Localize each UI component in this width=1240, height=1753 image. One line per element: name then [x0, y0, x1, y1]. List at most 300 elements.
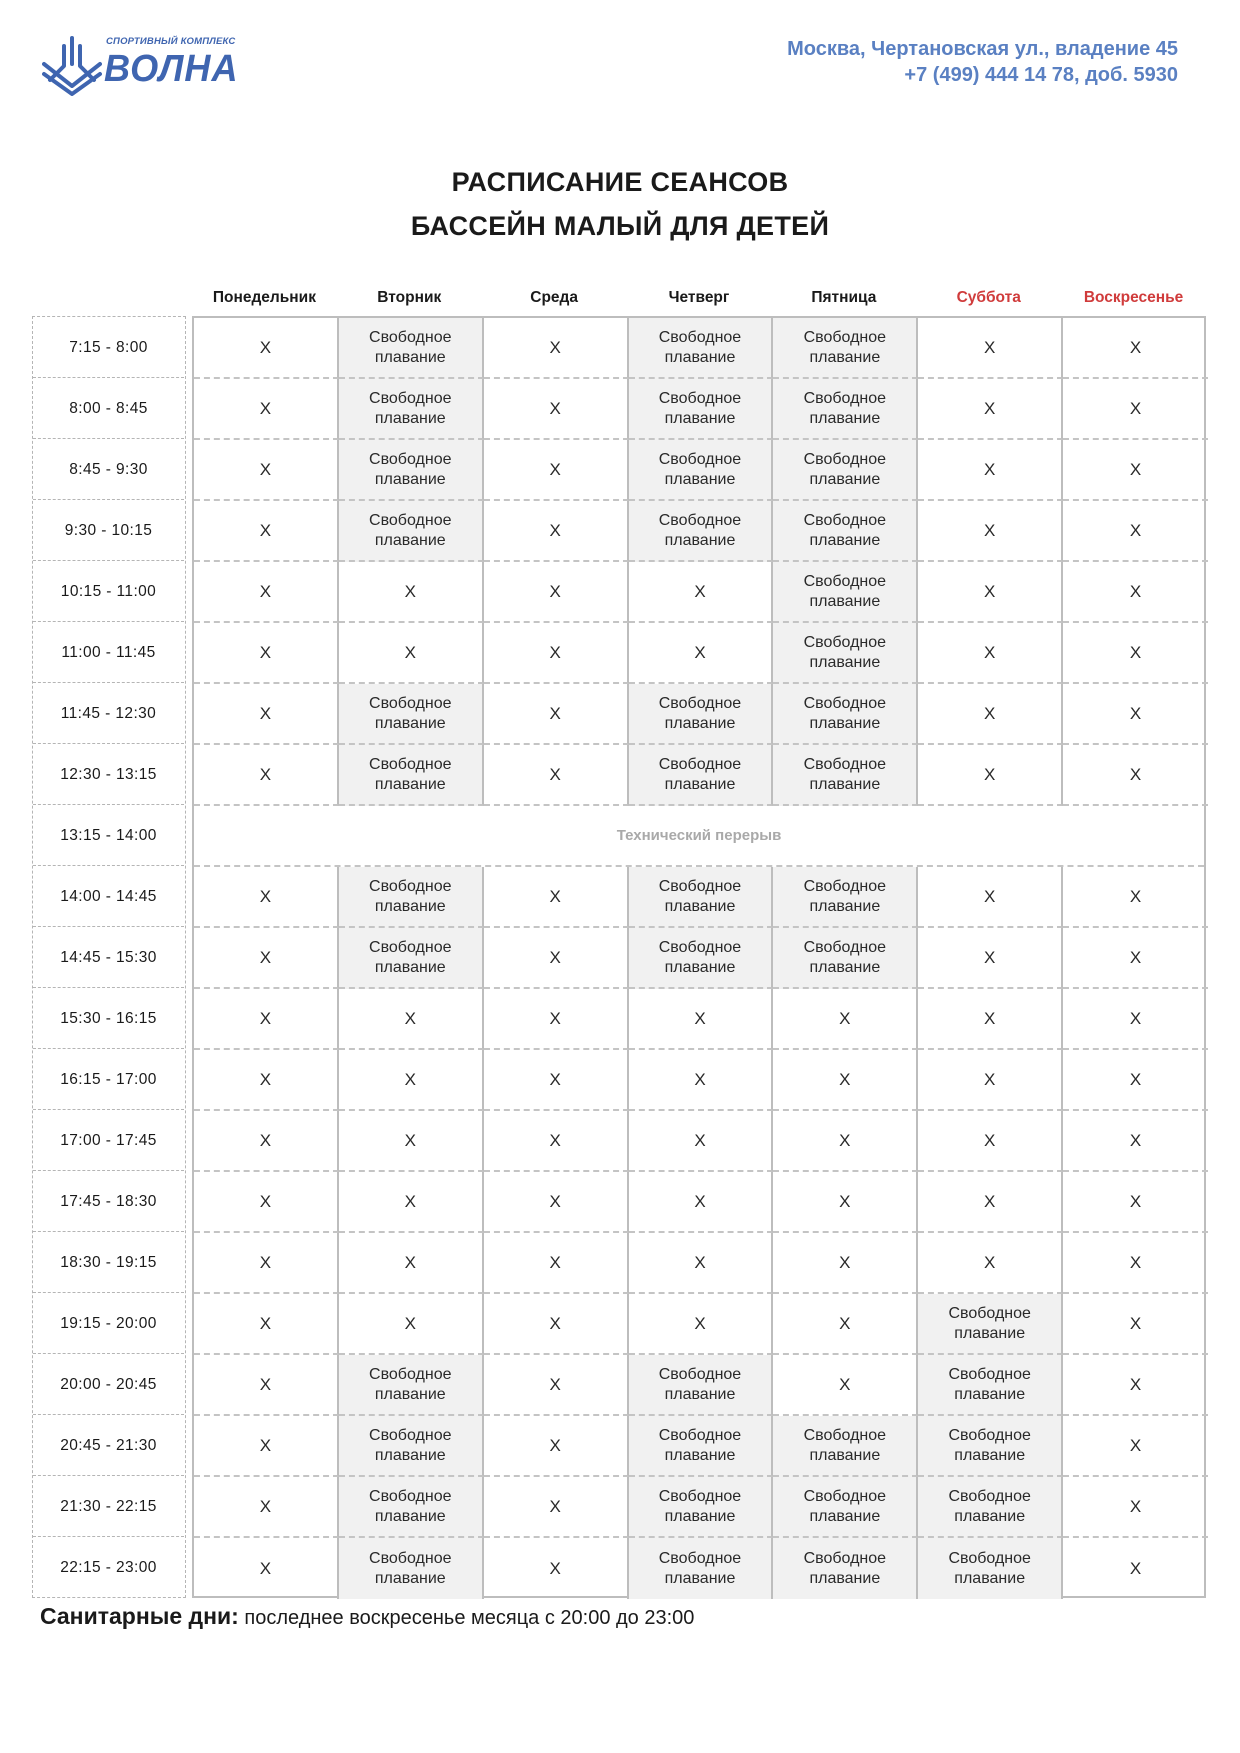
day-header: Четверг — [668, 289, 730, 306]
free-swim-label — [948, 1549, 1030, 1589]
free-swim-label — [948, 1426, 1030, 1466]
free-swim-cell — [773, 867, 918, 928]
free-swim-label — [369, 1365, 451, 1405]
contacts — [787, 36, 1178, 88]
free-swim-label — [804, 572, 886, 612]
free-swim-label — [804, 389, 886, 429]
free-swim-cell — [773, 501, 918, 562]
unavailable-cell: X — [194, 318, 339, 379]
free-swim-line-1: Свободное — [369, 389, 452, 407]
free-swim-line-2: плавание — [374, 897, 446, 915]
free-swim-line-1: Свободное — [803, 1426, 887, 1444]
unavailable-cell: X — [194, 1172, 339, 1233]
free-swim-line-1: Свободное — [803, 877, 887, 895]
unavailable-cell: X — [484, 1538, 629, 1599]
unavailable-cell: X — [194, 1538, 339, 1599]
free-swim-cell — [629, 1416, 774, 1477]
unavailable-cell: X — [1063, 1355, 1208, 1416]
free-swim-line-2: плавание — [374, 348, 446, 366]
time-slot: 7:15 - 8:00 — [33, 317, 184, 378]
free-swim-line-2: плавание — [809, 775, 881, 793]
unavailable-cell: X — [773, 1294, 918, 1355]
unavailable-cell: X — [918, 928, 1063, 989]
unavailable-cell: X — [773, 1233, 918, 1294]
free-swim-line-1: Свободное — [803, 755, 887, 773]
unavailable-cell: X — [1063, 318, 1208, 379]
free-swim-cell — [773, 928, 918, 989]
free-swim-line-1: Свободное — [948, 1426, 1031, 1444]
free-swim-line-2: плавание — [954, 1385, 1026, 1403]
unavailable-cell: X — [918, 1233, 1063, 1294]
free-swim-cell — [629, 440, 774, 501]
free-swim-label — [804, 755, 886, 795]
time-slot: 20:00 - 20:45 — [33, 1354, 184, 1415]
free-swim-line-1: Свободное — [948, 1549, 1031, 1567]
unavailable-cell: X — [484, 318, 629, 379]
free-swim-line-1: Свободное — [369, 938, 452, 956]
free-swim-label — [369, 877, 451, 917]
time-slot: 13:15 - 14:00 — [33, 805, 184, 866]
free-swim-line-1: Свободное — [369, 694, 452, 712]
unavailable-cell: X — [1063, 745, 1208, 806]
free-swim-line-1: Свободное — [658, 1487, 742, 1505]
free-swim-line-2: плавание — [664, 1385, 736, 1403]
free-swim-line-2: плавание — [954, 1324, 1026, 1342]
free-swim-line-2: плавание — [374, 1385, 446, 1403]
logo-word: ВОЛНА — [104, 48, 239, 90]
title-line-2: БАССЕЙН МАЛЫЙ ДЛЯ ДЕТЕЙ — [410, 211, 830, 241]
free-swim-line-1: Свободное — [658, 1365, 742, 1383]
free-swim-cell — [339, 1416, 484, 1477]
time-slot: 9:30 - 10:15 — [33, 500, 184, 561]
unavailable-cell: X — [1063, 1111, 1208, 1172]
logo-caption: СПОРТИВНЫЙ КОМПЛЕКС — [106, 36, 236, 47]
sanitary-days-text: последнее воскресенье месяца с 20:00 до 23:00 — [244, 1607, 695, 1629]
free-swim-line-1: Свободное — [803, 938, 887, 956]
free-swim-cell — [629, 1355, 774, 1416]
unavailable-cell: X — [629, 1050, 774, 1111]
time-slot: 8:45 - 9:30 — [33, 439, 184, 500]
free-swim-line-1: Свободное — [369, 511, 452, 529]
time-slot: 21:30 - 22:15 — [33, 1476, 184, 1537]
free-swim-line-1: Свободное — [803, 511, 887, 529]
free-swim-label — [369, 1487, 451, 1527]
unavailable-cell: X — [194, 562, 339, 623]
free-swim-line-2: плавание — [664, 1446, 736, 1464]
free-swim-label — [369, 1549, 451, 1589]
free-swim-label — [369, 694, 451, 734]
title-line-1: РАСПИСАНИЕ СЕАНСОВ — [451, 167, 789, 197]
free-swim-line-1: Свободное — [803, 572, 887, 590]
unavailable-cell: X — [918, 1111, 1063, 1172]
free-swim-cell — [339, 440, 484, 501]
free-swim-line-2: плавание — [664, 897, 736, 915]
unavailable-cell: X — [629, 1294, 774, 1355]
free-swim-cell — [339, 684, 484, 745]
free-swim-line-1: Свободное — [369, 1549, 452, 1567]
unavailable-cell: X — [918, 318, 1063, 379]
unavailable-cell: X — [194, 928, 339, 989]
free-swim-line-2: плавание — [809, 1446, 881, 1464]
free-swim-cell — [629, 928, 774, 989]
unavailable-cell: X — [918, 501, 1063, 562]
free-swim-line-1: Свободное — [658, 511, 742, 529]
free-swim-line-1: Свободное — [803, 1549, 887, 1567]
sanitary-days-note — [40, 1603, 694, 1630]
unavailable-cell: X — [1063, 562, 1208, 623]
free-swim-label — [804, 328, 886, 368]
free-swim-label — [659, 877, 741, 917]
unavailable-cell: X — [339, 1233, 484, 1294]
unavailable-cell: X — [918, 867, 1063, 928]
unavailable-cell: X — [773, 1050, 918, 1111]
free-swim-line-2: плавание — [809, 348, 881, 366]
free-swim-cell — [629, 867, 774, 928]
free-swim-line-2: плавание — [374, 531, 446, 549]
unavailable-cell: X — [194, 440, 339, 501]
free-swim-line-2: плавание — [809, 409, 881, 427]
free-swim-cell — [339, 1538, 484, 1599]
unavailable-cell: X — [918, 1050, 1063, 1111]
unavailable-cell: X — [918, 1172, 1063, 1233]
free-swim-line-2: плавание — [664, 531, 736, 549]
free-swim-line-1: Свободное — [369, 877, 452, 895]
free-swim-line-2: плавание — [809, 592, 881, 610]
free-swim-line-2: плавание — [809, 470, 881, 488]
unavailable-cell: X — [484, 867, 629, 928]
free-swim-cell — [339, 318, 484, 379]
free-swim-line-1: Свободное — [369, 450, 452, 468]
free-swim-line-2: плавание — [664, 1507, 736, 1525]
time-slot: 22:15 - 23:00 — [60, 1559, 157, 1576]
free-swim-line-1: Свободное — [658, 938, 742, 956]
free-swim-line-2: плавание — [374, 714, 446, 732]
free-swim-line-2: плавание — [374, 1569, 446, 1587]
free-swim-line-1: Свободное — [803, 328, 887, 346]
free-swim-cell — [629, 1538, 774, 1599]
free-swim-label — [804, 694, 886, 734]
free-swim-line-1: Свободное — [803, 389, 887, 407]
time-slot: 14:45 - 15:30 — [33, 927, 184, 988]
free-swim-line-1: Свободное — [803, 450, 887, 468]
unavailable-cell: X — [773, 1111, 918, 1172]
phone: +7 (499) 444 14 78, доб. 5930 — [904, 64, 1178, 86]
unavailable-cell: X — [339, 989, 484, 1050]
free-swim-cell — [339, 1477, 484, 1538]
free-swim-line-2: плавание — [374, 409, 446, 427]
unavailable-cell: X — [194, 623, 339, 684]
unavailable-cell: X — [1129, 1558, 1142, 1578]
free-swim-cell — [339, 379, 484, 440]
address: Москва, Чертановская ул., владение 45 — [787, 38, 1178, 60]
free-swim-label — [804, 1549, 886, 1589]
free-swim-label — [659, 450, 741, 490]
logo — [42, 34, 239, 96]
free-swim-label — [369, 511, 451, 551]
time-slot: 16:15 - 17:00 — [33, 1049, 184, 1110]
unavailable-cell: X — [484, 623, 629, 684]
unavailable-cell: X — [1063, 623, 1208, 684]
sanitary-days-label: Санитарные дни: — [40, 1603, 239, 1629]
day-header: Воскресенье — [1083, 289, 1184, 306]
unavailable-cell: X — [484, 440, 629, 501]
unavailable-cell: X — [1063, 379, 1208, 440]
time-slot: 11:00 - 11:45 — [33, 622, 184, 683]
free-swim-label — [369, 328, 451, 368]
free-swim-cell — [629, 684, 774, 745]
free-swim-cell — [773, 623, 918, 684]
free-swim-line-2: плавание — [664, 409, 736, 427]
unavailable-cell: X — [194, 1111, 339, 1172]
free-swim-cell — [339, 745, 484, 806]
free-swim-cell — [918, 1416, 1063, 1477]
free-swim-line-2: плавание — [664, 714, 736, 732]
unavailable-cell: X — [918, 623, 1063, 684]
time-slot: 14:00 - 14:45 — [33, 866, 184, 927]
time-slot: 11:45 - 12:30 — [33, 683, 184, 744]
free-swim-line-2: плавание — [664, 348, 736, 366]
unavailable-cell: X — [1063, 1172, 1208, 1233]
unavailable-cell: X — [339, 1172, 484, 1233]
free-swim-label — [369, 1426, 451, 1466]
free-swim-cell — [339, 928, 484, 989]
time-slot: 18:30 - 19:15 — [33, 1232, 184, 1293]
free-swim-line-2: плавание — [809, 897, 881, 915]
free-swim-label — [659, 694, 741, 734]
free-swim-label — [804, 1426, 886, 1466]
unavailable-cell: X — [918, 684, 1063, 745]
unavailable-cell: X — [773, 989, 918, 1050]
free-swim-line-1: Свободное — [658, 328, 742, 346]
free-swim-line-1: Свободное — [948, 1365, 1031, 1383]
unavailable-cell: X — [1063, 989, 1208, 1050]
free-swim-line-2: плавание — [809, 958, 881, 976]
wave-logo-icon — [42, 34, 102, 96]
time-slot: 8:00 - 8:45 — [33, 378, 184, 439]
free-swim-label — [659, 1549, 741, 1589]
day-header: Понедельник — [212, 289, 316, 306]
unavailable-cell: X — [918, 745, 1063, 806]
free-swim-label — [804, 1487, 886, 1527]
free-swim-cell — [773, 1538, 918, 1599]
unavailable-cell: X — [194, 989, 339, 1050]
free-swim-line-1: Свободное — [369, 328, 452, 346]
free-swim-line-2: плавание — [374, 775, 446, 793]
unavailable-cell: X — [194, 379, 339, 440]
page-title — [0, 160, 1240, 248]
free-swim-label — [948, 1487, 1030, 1527]
unavailable-cell: X — [194, 1294, 339, 1355]
free-swim-line-2: плавание — [374, 1446, 446, 1464]
unavailable-cell: X — [484, 562, 629, 623]
unavailable-cell: X — [194, 1416, 339, 1477]
free-swim-cell — [629, 745, 774, 806]
schedule-cells — [192, 316, 1206, 1598]
time-slot: 17:45 - 18:30 — [33, 1171, 184, 1232]
free-swim-line-2: плавание — [809, 653, 881, 671]
unavailable-cell: X — [629, 1172, 774, 1233]
unavailable-cell: X — [918, 989, 1063, 1050]
unavailable-cell: X — [484, 989, 629, 1050]
unavailable-cell: X — [484, 928, 629, 989]
free-swim-line-2: плавание — [954, 1446, 1026, 1464]
unavailable-cell: X — [194, 745, 339, 806]
unavailable-cell: X — [339, 623, 484, 684]
free-swim-cell — [339, 501, 484, 562]
unavailable-cell: X — [773, 1355, 918, 1416]
free-swim-line-1: Свободное — [369, 755, 452, 773]
unavailable-cell: X — [1063, 1294, 1208, 1355]
unavailable-cell: X — [1063, 1233, 1208, 1294]
free-swim-line-2: плавание — [374, 470, 446, 488]
unavailable-cell: X — [918, 440, 1063, 501]
free-swim-cell — [918, 1477, 1063, 1538]
free-swim-cell — [773, 318, 918, 379]
unavailable-cell: X — [194, 1477, 339, 1538]
free-swim-cell — [773, 684, 918, 745]
time-slot: 19:15 - 20:00 — [33, 1293, 184, 1354]
unavailable-cell: X — [1063, 1416, 1208, 1477]
unavailable-cell: X — [339, 1294, 484, 1355]
free-swim-label — [369, 938, 451, 978]
free-swim-line-2: плавание — [809, 531, 881, 549]
free-swim-cell — [339, 1355, 484, 1416]
free-swim-line-1: Свободное — [658, 450, 742, 468]
free-swim-line-1: Свободное — [948, 1304, 1031, 1322]
unavailable-cell: X — [194, 867, 339, 928]
free-swim-line-2: плавание — [809, 714, 881, 732]
unavailable-cell: X — [1063, 928, 1208, 989]
free-swim-line-2: плавание — [374, 1507, 446, 1525]
unavailable-cell: X — [918, 379, 1063, 440]
free-swim-cell — [773, 562, 918, 623]
unavailable-cell: X — [918, 562, 1063, 623]
free-swim-label — [659, 1426, 741, 1466]
unavailable-cell: X — [194, 501, 339, 562]
free-swim-label — [659, 755, 741, 795]
day-header: Суббота — [956, 289, 1021, 306]
free-swim-line-2: плавание — [664, 775, 736, 793]
free-swim-cell — [629, 379, 774, 440]
free-swim-line-1: Свободное — [803, 1487, 887, 1505]
unavailable-cell: X — [484, 745, 629, 806]
free-swim-label — [804, 511, 886, 551]
free-swim-label — [659, 328, 741, 368]
free-swim-label — [804, 938, 886, 978]
unavailable-cell: X — [1063, 1050, 1208, 1111]
free-swim-cell — [918, 1355, 1063, 1416]
unavailable-cell: X — [339, 1111, 484, 1172]
free-swim-line-1: Свободное — [658, 389, 742, 407]
free-swim-line-2: плавание — [374, 958, 446, 976]
unavailable-cell: X — [484, 1294, 629, 1355]
unavailable-cell: X — [629, 989, 774, 1050]
unavailable-cell: X — [484, 501, 629, 562]
free-swim-line-1: Свободное — [948, 1487, 1031, 1505]
free-swim-line-2: плавание — [664, 958, 736, 976]
unavailable-cell: X — [1063, 1477, 1208, 1538]
unavailable-cell: X — [484, 1355, 629, 1416]
technical-break: Технический перерыв — [194, 806, 1204, 867]
free-swim-line-1: Свободное — [658, 877, 742, 895]
free-swim-line-1: Свободное — [369, 1426, 452, 1444]
free-swim-cell — [918, 1538, 1063, 1599]
unavailable-cell: X — [484, 1111, 629, 1172]
unavailable-cell: X — [194, 684, 339, 745]
free-swim-cell — [773, 1416, 918, 1477]
unavailable-cell: X — [629, 623, 774, 684]
time-slot: 12:30 - 13:15 — [33, 744, 184, 805]
free-swim-line-1: Свободное — [369, 1487, 452, 1505]
free-swim-cell — [918, 1294, 1063, 1355]
unavailable-cell: X — [484, 1050, 629, 1111]
free-swim-label — [659, 1487, 741, 1527]
free-swim-label — [804, 450, 886, 490]
free-swim-cell — [773, 379, 918, 440]
free-swim-cell — [773, 1477, 918, 1538]
free-swim-line-2: плавание — [954, 1569, 1026, 1587]
free-swim-label — [948, 1365, 1030, 1405]
day-header: Вторник — [377, 289, 442, 306]
unavailable-cell: X — [629, 1111, 774, 1172]
unavailable-cell: X — [484, 1477, 629, 1538]
unavailable-cell: X — [484, 1172, 629, 1233]
free-swim-line-1: Свободное — [803, 694, 887, 712]
unavailable-cell: X — [484, 379, 629, 440]
free-swim-cell — [773, 745, 918, 806]
free-swim-line-1: Свободное — [369, 1365, 452, 1383]
unavailable-cell: X — [484, 684, 629, 745]
unavailable-cell: X — [484, 1416, 629, 1477]
unavailable-cell: X — [194, 1355, 339, 1416]
unavailable-cell: X — [1063, 440, 1208, 501]
free-swim-label — [804, 633, 886, 673]
unavailable-cell: X — [1063, 501, 1208, 562]
free-swim-cell — [629, 1477, 774, 1538]
free-swim-label — [948, 1304, 1030, 1344]
free-swim-line-1: Свободное — [658, 1426, 742, 1444]
time-slot: 20:45 - 21:30 — [33, 1415, 184, 1476]
time-slot: 17:00 - 17:45 — [33, 1110, 184, 1171]
unavailable-cell: X — [629, 562, 774, 623]
unavailable-cell: X — [339, 562, 484, 623]
unavailable-cell: X — [194, 1233, 339, 1294]
free-swim-line-2: плавание — [809, 1569, 881, 1587]
time-slot: 15:30 - 16:15 — [33, 988, 184, 1049]
free-swim-cell — [629, 318, 774, 379]
free-swim-label — [369, 450, 451, 490]
unavailable-cell: X — [339, 1050, 484, 1111]
free-swim-line-1: Свободное — [658, 755, 742, 773]
unavailable-cell: X — [484, 1233, 629, 1294]
free-swim-label — [659, 938, 741, 978]
free-swim-cell — [339, 867, 484, 928]
time-slot: 10:15 - 11:00 — [33, 561, 184, 622]
unavailable-cell: X — [1063, 867, 1208, 928]
free-swim-label — [369, 389, 451, 429]
free-swim-line-1: Свободное — [658, 1549, 742, 1567]
unavailable-cell: X — [194, 1050, 339, 1111]
free-swim-cell — [773, 440, 918, 501]
free-swim-line-2: плавание — [809, 1507, 881, 1525]
free-swim-label — [659, 511, 741, 551]
unavailable-cell: X — [1063, 684, 1208, 745]
unavailable-cell: X — [773, 1172, 918, 1233]
free-swim-line-2: плавание — [954, 1507, 1026, 1525]
free-swim-cell — [629, 501, 774, 562]
free-swim-label — [369, 755, 451, 795]
free-swim-line-1: Свободное — [803, 633, 887, 651]
